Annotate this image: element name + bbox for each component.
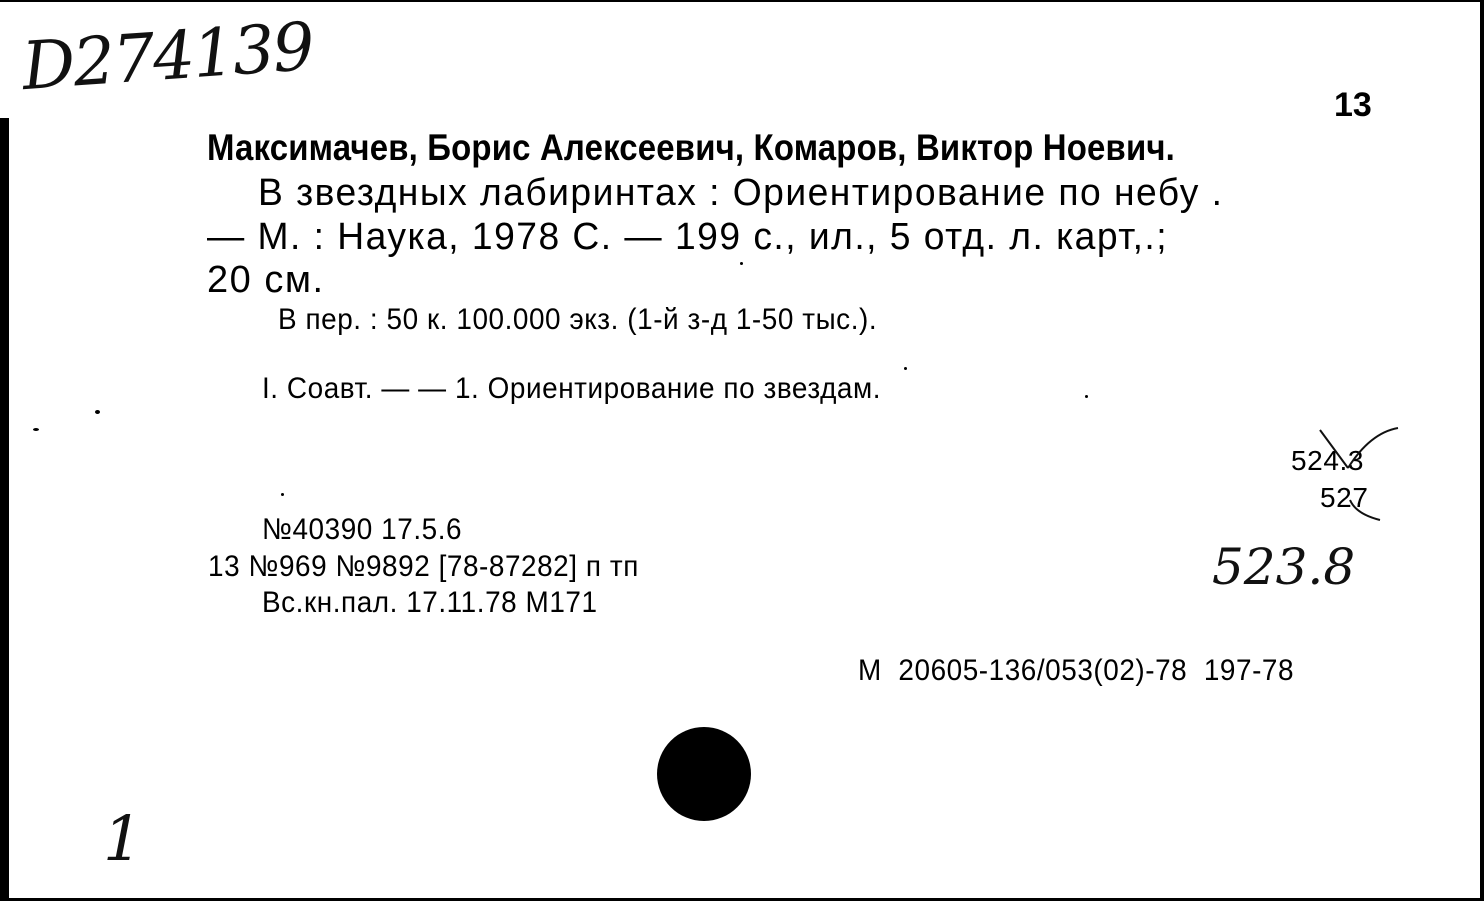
catalog-code	[822, 626, 1327, 716]
record-line-1	[262, 515, 477, 545]
handwritten-code: D274139	[19, 7, 316, 106]
catalog-code-text: М 20605-136/053(02)-78 197-78	[857, 654, 1294, 687]
authors-heading	[207, 129, 1295, 166]
subjects-line	[262, 374, 928, 404]
card-edge-right	[1480, 0, 1484, 901]
handwritten-class: 523.8	[1212, 538, 1356, 596]
speck	[1085, 395, 1088, 398]
title-line-2-text: — М. : Наука, 1978 С. — 199 с., ил., 5 отд. л. карт,.;	[207, 216, 1169, 258]
title-line-1	[258, 174, 1243, 212]
speck	[95, 410, 100, 414]
title-line-3-text: 20 см.	[207, 259, 325, 301]
card-edge-top	[0, 0, 1484, 2]
card-edge-left	[0, 118, 9, 901]
price-line-text: В пер. : 50 к. 100.000 экз. (1-й з-д 1-50 тыс.).	[278, 303, 878, 336]
title-line-1-text: В звездных лабиринтах : Ориентирование по небу .	[258, 172, 1224, 214]
classification-2: 527	[1320, 482, 1369, 513]
record-line-2-text: 13 №969 №9892 [78-87282] п тп	[208, 550, 639, 583]
title-line-2	[207, 218, 1188, 256]
speck	[281, 493, 284, 496]
record-line-2	[208, 552, 671, 582]
classification-1: 524.3	[1291, 445, 1365, 476]
price-line	[278, 305, 922, 335]
speck	[740, 262, 743, 265]
classification-mark-icon	[1290, 418, 1410, 528]
record-line-1-text: №40390 17.5.6	[262, 513, 463, 546]
title-line-3	[207, 261, 325, 299]
speck	[33, 428, 39, 431]
page-number: 13	[1334, 86, 1372, 124]
punch-hole	[657, 727, 751, 821]
speck	[904, 367, 907, 370]
handwritten-number: 1	[103, 802, 143, 875]
authors-text: Максимачев, Борис Алексеевич, Комаров, Виктор Ноевич.	[207, 127, 1176, 168]
subjects-line-text: I. Соавт. — — 1. Ориентирование по звездам.	[262, 372, 882, 405]
record-line-3	[262, 588, 623, 618]
record-line-3-text: Вс.кн.пал. 17.11.78 М171	[262, 586, 598, 619]
